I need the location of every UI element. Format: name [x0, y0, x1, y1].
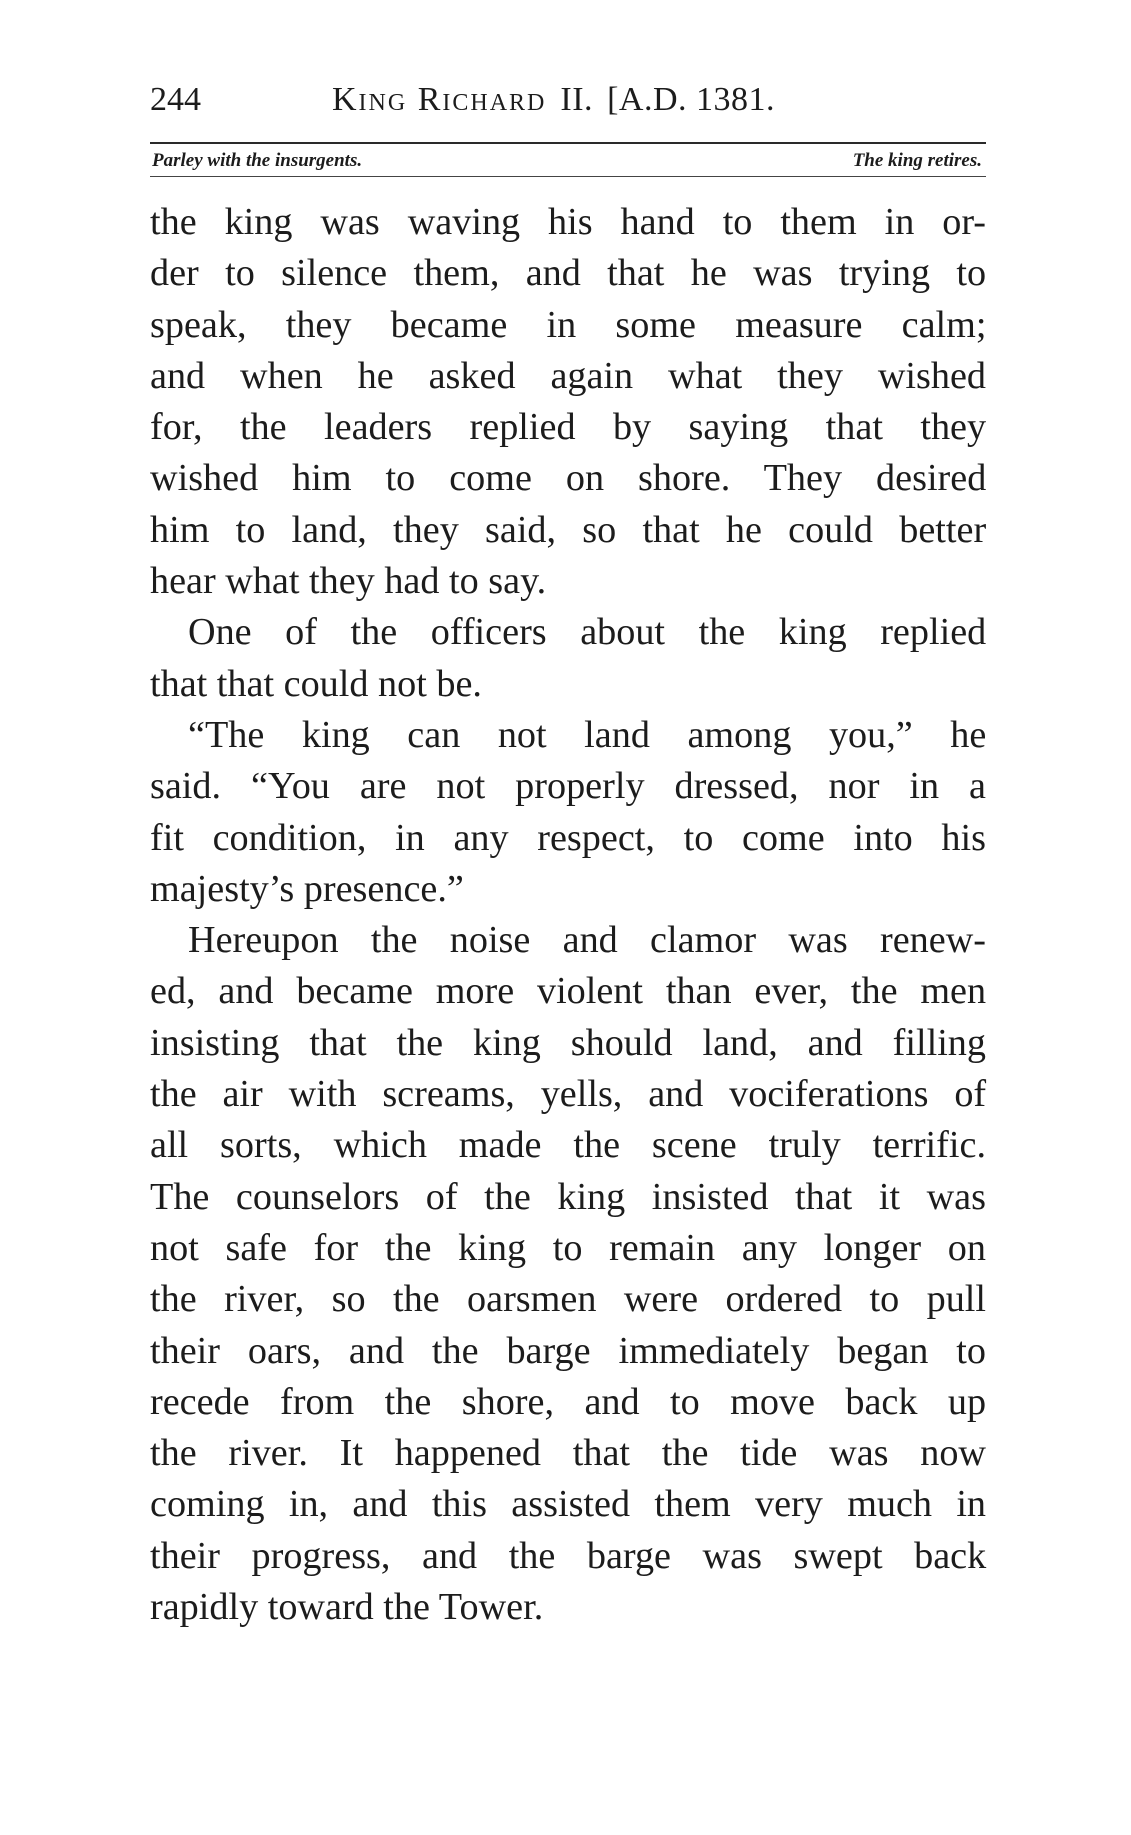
- text-line: coming in, and this assisted them very much in: [150, 1483, 987, 1526]
- text-line: recede from the shore, and to move back up: [150, 1380, 987, 1423]
- text-line: One of the officers about the king replied: [188, 611, 987, 654]
- text-line: “The king can not land among you,” he: [188, 713, 987, 756]
- text-line: said. “You are not properly dressed, nor in a: [150, 765, 986, 808]
- text-line: majesty’s presence.”: [150, 867, 464, 910]
- text-line: the river, so the oarsmen were ordered to pull: [150, 1278, 987, 1321]
- text-line: ed, and became more violent than ever, the men: [150, 970, 987, 1013]
- text-line: der to silence them, and that he was trying to: [150, 252, 987, 295]
- text-line: rapidly toward the Tower.: [150, 1586, 544, 1629]
- text-line: speak, they became in some measure calm;: [150, 303, 987, 346]
- text-line: all sorts, which made the scene truly terrific.: [150, 1124, 986, 1167]
- text-line: for, the leaders replied by saying that they: [150, 406, 987, 449]
- text-line: the king was waving his hand to them in or-: [150, 201, 986, 243]
- text-line: fit condition, in any respect, to come into his: [150, 816, 986, 859]
- page-number: 244: [150, 81, 201, 118]
- subheading-rule: [150, 176, 986, 177]
- header-rule: [150, 142, 986, 144]
- text-line: the river. It happened that the tide was now: [150, 1432, 986, 1475]
- text-line: insisting that the king should land, and filling: [150, 1021, 986, 1064]
- book-title: King Richard: [332, 81, 547, 118]
- right-subheading: The king retires.: [852, 150, 982, 171]
- left-subheading: Parley with the insurgents.: [152, 150, 363, 171]
- subheading-row: [150, 148, 986, 174]
- text-line: that that could not be.: [150, 662, 482, 705]
- text-line: The counselors of the king insisted that it was: [150, 1175, 986, 1218]
- text-line: not safe for the king to remain any longer on: [150, 1226, 986, 1269]
- text-line: the air with screams, yells, and vociferations of: [150, 1073, 987, 1116]
- book-page: [150, 80, 986, 1633]
- text-line: their oars, and the barge immediately began to: [150, 1329, 986, 1372]
- text-line: wished him to come on shore. They desired: [150, 457, 987, 500]
- title-numeral: II.: [560, 81, 594, 118]
- text-line: hear what they had to say.: [150, 560, 547, 603]
- text-line: and when he asked again what they wished: [150, 354, 986, 397]
- text-line: Hereupon the noise and clamor was renew-: [188, 919, 986, 962]
- running-head: [150, 80, 986, 124]
- chapter-year: [A.D. 1381.: [607, 81, 775, 118]
- text-line: their progress, and the barge was swept back: [150, 1534, 987, 1577]
- text-line: him to land, they said, so that he could better: [150, 508, 987, 551]
- body-text: [150, 197, 986, 1633]
